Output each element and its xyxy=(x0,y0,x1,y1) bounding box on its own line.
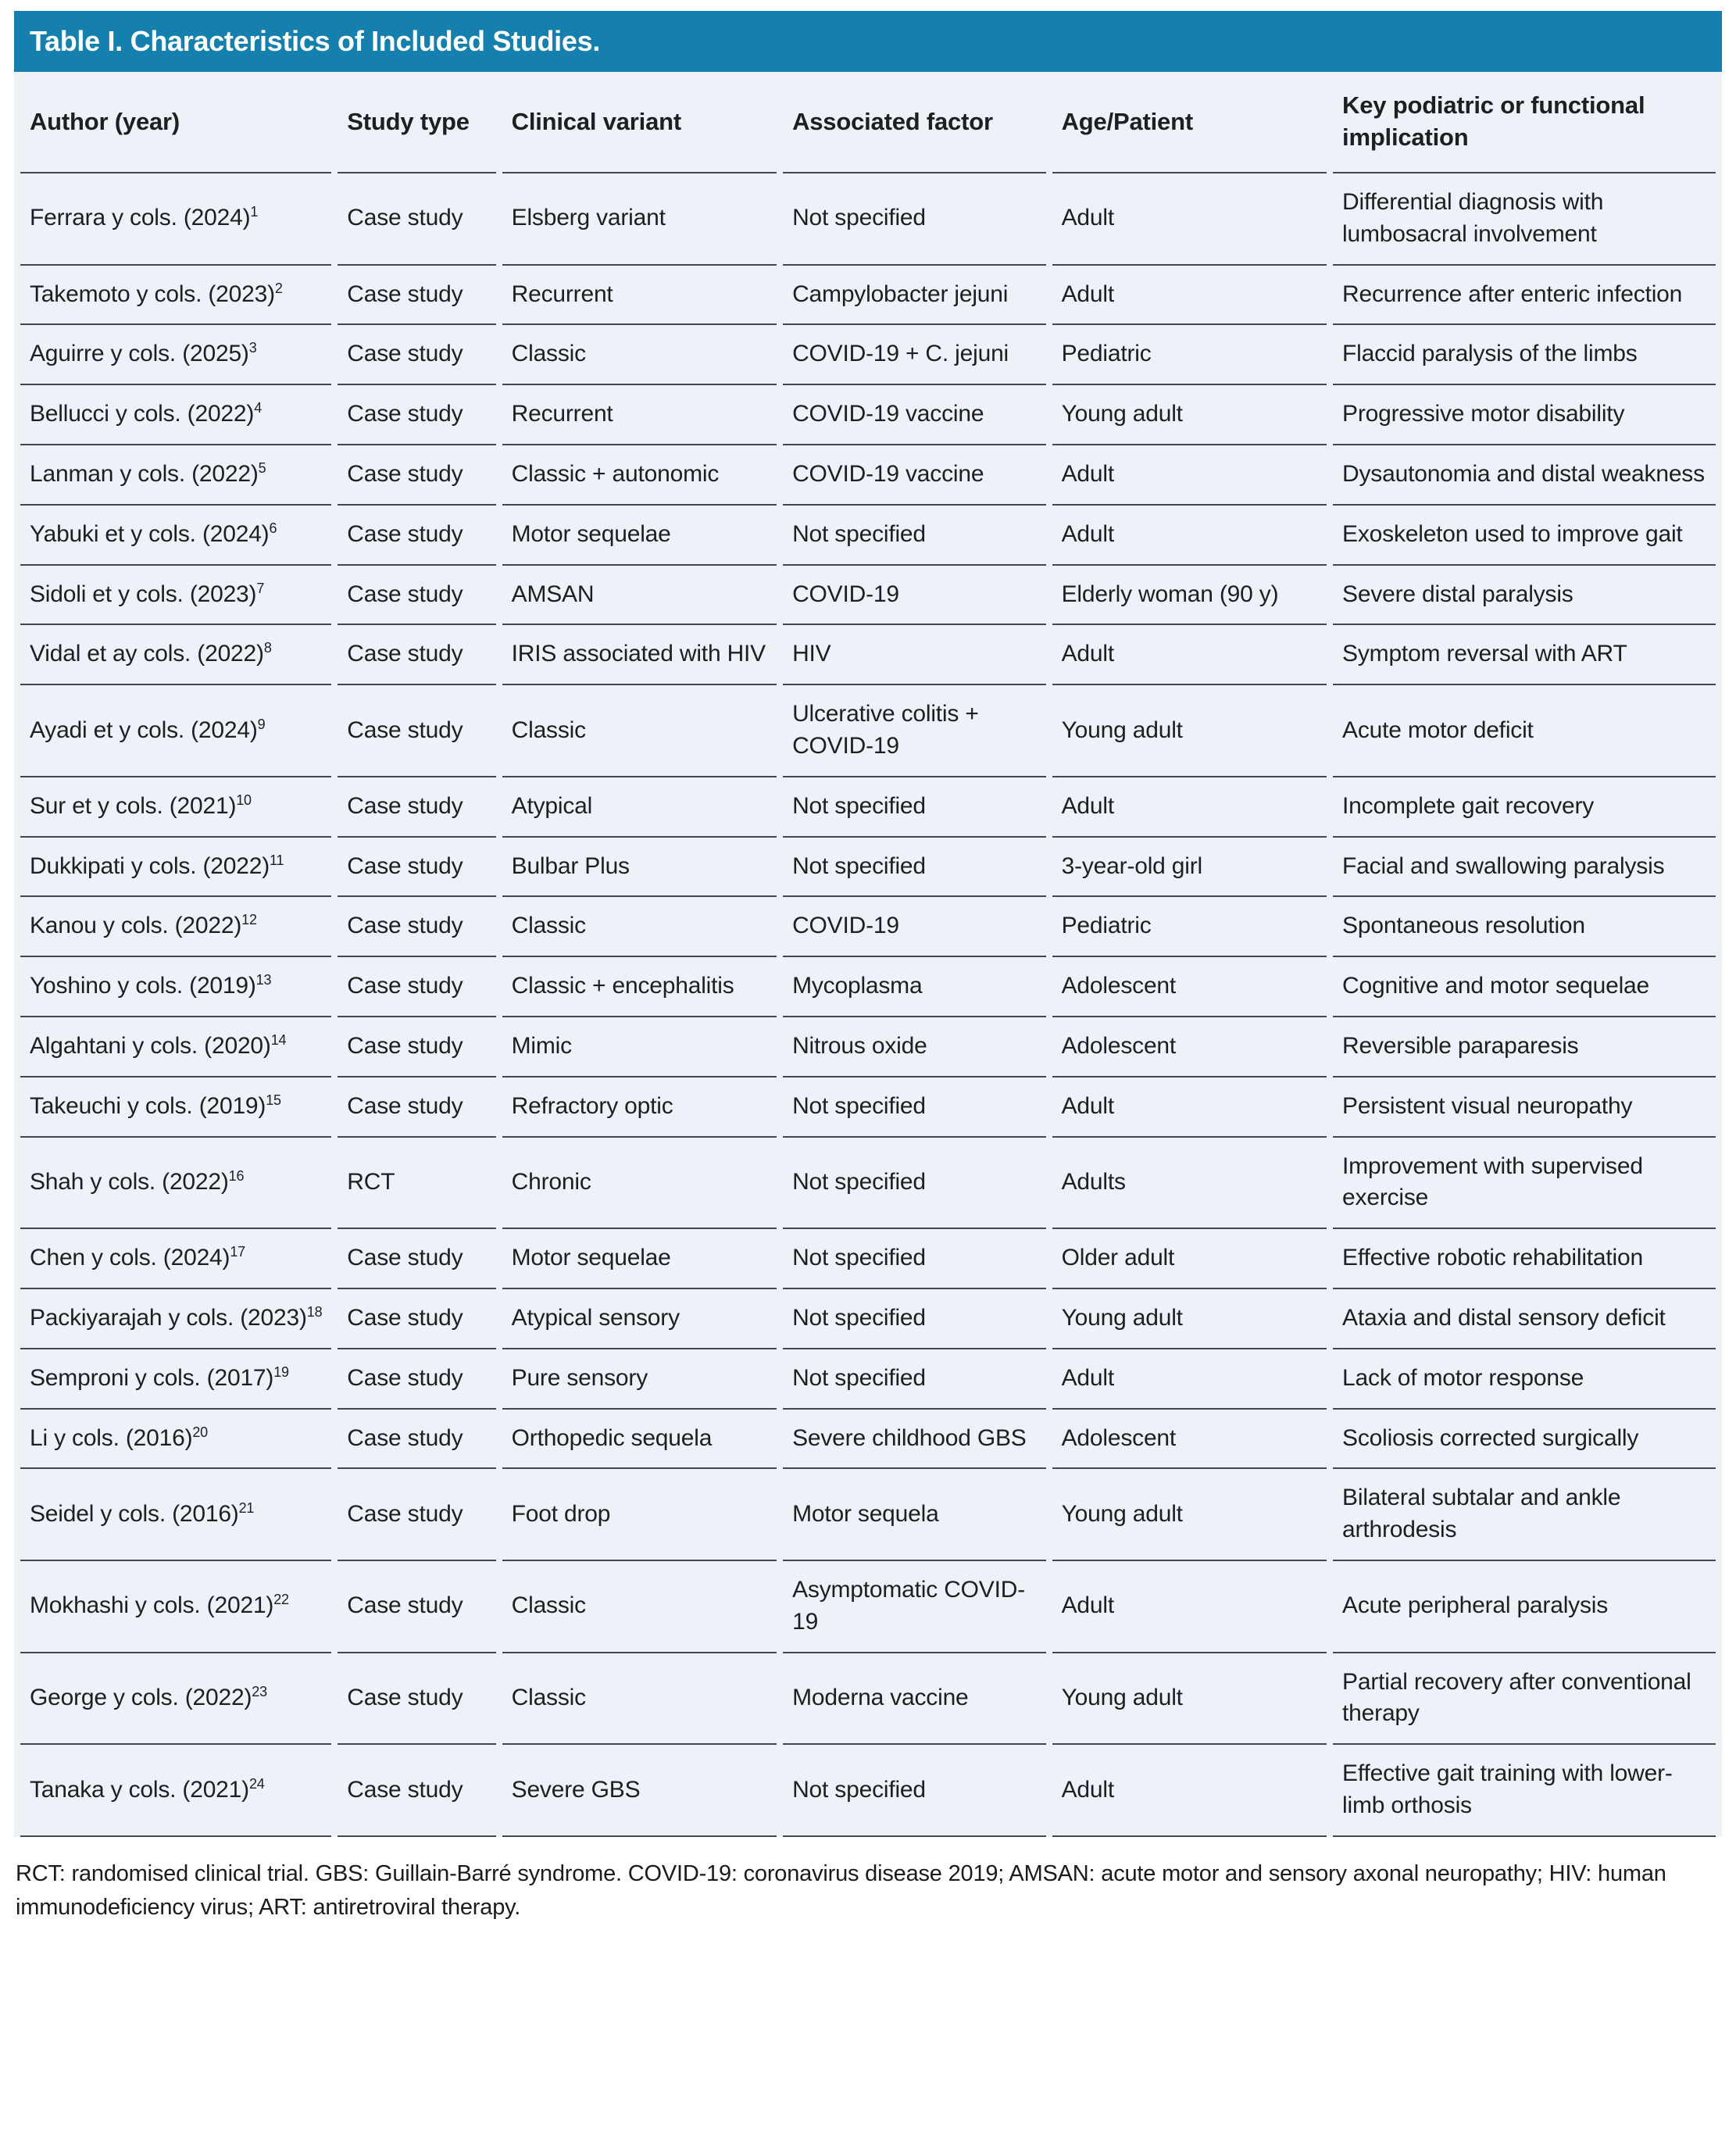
cell-implication: Bilateral subtalar and ankle arthrodesis xyxy=(1333,1469,1716,1561)
table-row xyxy=(20,1017,1716,1078)
cell-age-patient: Adolescent xyxy=(1052,957,1327,1017)
cell-clinical-variant: Foot drop xyxy=(502,1469,777,1561)
cell-clinical-variant: Recurrent xyxy=(502,385,777,445)
cell-associated-factor: COVID-19 vaccine xyxy=(783,385,1046,445)
cell-author xyxy=(20,957,331,1017)
reference-superscript: 11 xyxy=(270,852,284,868)
author-text: Aguirre y cols. (2025) xyxy=(30,341,249,367)
cell-clinical-variant: Classic + autonomic xyxy=(502,445,777,506)
table-row xyxy=(20,173,1716,266)
author-text: Semproni y cols. (2017) xyxy=(30,1364,274,1391)
cell-associated-factor: COVID-19 xyxy=(783,566,1046,626)
cell-author xyxy=(20,445,331,506)
cell-associated-factor: Not specified xyxy=(783,173,1046,266)
reference-superscript: 17 xyxy=(230,1244,245,1260)
cell-author xyxy=(20,1078,331,1138)
cell-clinical-variant: Mimic xyxy=(502,1017,777,1078)
cell-study-type: Case study xyxy=(338,325,495,385)
table-row xyxy=(20,1138,1716,1230)
cell-author xyxy=(20,566,331,626)
cell-age-patient: Adult xyxy=(1052,1745,1327,1837)
reference-superscript: 19 xyxy=(273,1363,289,1380)
cell-associated-factor: COVID-19 xyxy=(783,897,1046,957)
column-header-implication: Key podiatric or functional implication xyxy=(1333,72,1716,173)
cell-author xyxy=(20,1349,331,1410)
cell-clinical-variant: Classic + encephalitis xyxy=(502,957,777,1017)
reference-superscript: 6 xyxy=(269,520,277,536)
table-row xyxy=(20,1561,1716,1653)
cell-age-patient: Adults xyxy=(1052,1138,1327,1230)
cell-study-type: Case study xyxy=(338,566,495,626)
cell-author xyxy=(20,777,331,838)
reference-superscript: 12 xyxy=(241,912,257,928)
cell-associated-factor: Ulcerative colitis + COVID-19 xyxy=(783,685,1046,777)
author-text: Shah y cols. (2022) xyxy=(30,1168,229,1195)
cell-clinical-variant: Orthopedic sequela xyxy=(502,1410,777,1470)
author-text: Tanaka y cols. (2021) xyxy=(30,1776,249,1803)
table-row xyxy=(20,1653,1716,1746)
table-row xyxy=(20,625,1716,685)
cell-clinical-variant: Atypical xyxy=(502,777,777,838)
cell-study-type: RCT xyxy=(338,1138,495,1230)
table-row xyxy=(20,685,1716,777)
cell-implication: Partial recovery after conventional therapy xyxy=(1333,1653,1716,1746)
cell-associated-factor: Not specified xyxy=(783,506,1046,566)
cell-associated-factor: Not specified xyxy=(783,1229,1046,1289)
reference-superscript: 2 xyxy=(274,280,283,296)
author-text: Takeuchi y cols. (2019) xyxy=(30,1092,266,1119)
cell-implication: Improvement with supervised exercise xyxy=(1333,1138,1716,1230)
cell-associated-factor: Not specified xyxy=(783,777,1046,838)
column-header-associated-factor: Associated factor xyxy=(783,72,1046,173)
cell-age-patient: Adult xyxy=(1052,506,1327,566)
reference-superscript: 22 xyxy=(273,1592,289,1608)
cell-age-patient: Adolescent xyxy=(1052,1017,1327,1078)
cell-implication: Acute peripheral paralysis xyxy=(1333,1561,1716,1653)
cell-clinical-variant: Atypical sensory xyxy=(502,1289,777,1349)
author-text: Packiyarajah y cols. (2023) xyxy=(30,1304,307,1331)
reference-superscript: 13 xyxy=(255,972,272,988)
cell-author xyxy=(20,1138,331,1230)
cell-author xyxy=(20,897,331,957)
cell-study-type: Case study xyxy=(338,1229,495,1289)
cell-associated-factor: Not specified xyxy=(783,1078,1046,1138)
author-text: Takemoto y cols. (2023) xyxy=(30,281,275,307)
cell-author xyxy=(20,1469,331,1561)
cell-author xyxy=(20,506,331,566)
cell-age-patient: Young adult xyxy=(1052,1469,1327,1561)
cell-study-type: Case study xyxy=(338,1561,495,1653)
cell-age-patient: Adult xyxy=(1052,777,1327,838)
cell-clinical-variant: Bulbar Plus xyxy=(502,838,777,898)
cell-author xyxy=(20,1745,331,1837)
cell-clinical-variant: IRIS associated with HIV xyxy=(502,625,777,685)
cell-study-type: Case study xyxy=(338,1017,495,1078)
cell-clinical-variant: Classic xyxy=(502,1653,777,1746)
cell-associated-factor: Mycoplasma xyxy=(783,957,1046,1017)
author-text: Ferrara y cols. (2024) xyxy=(30,205,251,231)
reference-superscript: 9 xyxy=(257,716,266,732)
cell-age-patient: Young adult xyxy=(1052,1289,1327,1349)
table-row xyxy=(20,1410,1716,1470)
cell-clinical-variant: Severe GBS xyxy=(502,1745,777,1837)
reference-superscript: 16 xyxy=(228,1167,245,1184)
cell-clinical-variant: Pure sensory xyxy=(502,1349,777,1410)
cell-age-patient: Elderly woman (90 y) xyxy=(1052,566,1327,626)
table-row xyxy=(20,1469,1716,1561)
cell-author xyxy=(20,1653,331,1746)
cell-associated-factor: Nitrous oxide xyxy=(783,1017,1046,1078)
cell-study-type: Case study xyxy=(338,1410,495,1470)
author-text: Li y cols. (2016) xyxy=(30,1424,193,1451)
author-text: Ayadi et y cols. (2024) xyxy=(30,717,258,743)
reference-superscript: 24 xyxy=(248,1775,265,1792)
cell-age-patient: 3-year-old girl xyxy=(1052,838,1327,898)
table-row xyxy=(20,506,1716,566)
cell-age-patient: Pediatric xyxy=(1052,325,1327,385)
cell-study-type: Case study xyxy=(338,173,495,266)
cell-study-type: Case study xyxy=(338,1469,495,1561)
reference-superscript: 10 xyxy=(236,792,252,808)
cell-associated-factor: Campylobacter jejuni xyxy=(783,266,1046,326)
table-row xyxy=(20,325,1716,385)
reference-superscript: 14 xyxy=(270,1031,287,1048)
cell-implication: Persistent visual neuropathy xyxy=(1333,1078,1716,1138)
cell-clinical-variant: Chronic xyxy=(502,1138,777,1230)
table-row xyxy=(20,1745,1716,1837)
cell-study-type: Case study xyxy=(338,838,495,898)
column-header-study-type: Study type xyxy=(338,72,495,173)
cell-implication: Acute motor deficit xyxy=(1333,685,1716,777)
author-text: Vidal et ay cols. (2022) xyxy=(30,641,264,667)
column-header-clinical-variant: Clinical variant xyxy=(502,72,777,173)
author-text: George y cols. (2022) xyxy=(30,1684,252,1710)
cell-age-patient: Adolescent xyxy=(1052,1410,1327,1470)
cell-author xyxy=(20,325,331,385)
cell-clinical-variant: Classic xyxy=(502,325,777,385)
author-text: Algahtani y cols. (2020) xyxy=(30,1032,271,1059)
cell-author xyxy=(20,625,331,685)
reference-superscript: 4 xyxy=(254,400,262,416)
cell-study-type: Case study xyxy=(338,625,495,685)
cell-implication: Exoskeleton used to improve gait xyxy=(1333,506,1716,566)
author-text: Seidel y cols. (2016) xyxy=(30,1500,239,1527)
cell-implication: Effective gait training with lower-limb orthosis xyxy=(1333,1745,1716,1837)
cell-associated-factor: HIV xyxy=(783,625,1046,685)
cell-author xyxy=(20,266,331,326)
cell-study-type: Case study xyxy=(338,1745,495,1837)
cell-implication: Progressive motor disability xyxy=(1333,385,1716,445)
reference-superscript: 8 xyxy=(263,640,272,656)
cell-study-type: Case study xyxy=(338,1653,495,1746)
table-row xyxy=(20,566,1716,626)
cell-clinical-variant: Recurrent xyxy=(502,266,777,326)
column-header-age-patient: Age/Patient xyxy=(1052,72,1327,173)
reference-superscript: 20 xyxy=(192,1424,208,1440)
cell-author xyxy=(20,173,331,266)
cell-associated-factor: Motor sequela xyxy=(783,1469,1046,1561)
reference-superscript: 23 xyxy=(252,1683,267,1699)
author-text: Yabuki et y cols. (2024) xyxy=(30,520,270,547)
cell-implication: Facial and swallowing paralysis xyxy=(1333,838,1716,898)
cell-age-patient: Pediatric xyxy=(1052,897,1327,957)
cell-implication: Incomplete gait recovery xyxy=(1333,777,1716,838)
cell-age-patient: Adult xyxy=(1052,445,1327,506)
cell-study-type: Case study xyxy=(338,685,495,777)
cell-age-patient: Adult xyxy=(1052,266,1327,326)
reference-superscript: 15 xyxy=(266,1092,281,1108)
cell-age-patient: Adult xyxy=(1052,1561,1327,1653)
author-text: Dukkipati y cols. (2022) xyxy=(30,852,270,879)
reference-superscript: 1 xyxy=(250,204,259,220)
cell-associated-factor: Not specified xyxy=(783,1289,1046,1349)
reference-superscript: 5 xyxy=(258,459,266,476)
cell-implication: Effective robotic rehabilitation xyxy=(1333,1229,1716,1289)
cell-associated-factor: Not specified xyxy=(783,1138,1046,1230)
cell-study-type: Case study xyxy=(338,1289,495,1349)
table-row xyxy=(20,957,1716,1017)
table-row xyxy=(20,1078,1716,1138)
reference-superscript: 18 xyxy=(306,1303,323,1320)
cell-associated-factor: Not specified xyxy=(783,838,1046,898)
cell-author xyxy=(20,1017,331,1078)
cell-implication: Recurrence after enteric infection xyxy=(1333,266,1716,326)
cell-study-type: Case study xyxy=(338,957,495,1017)
cell-age-patient: Adult xyxy=(1052,625,1327,685)
cell-implication: Flaccid paralysis of the limbs xyxy=(1333,325,1716,385)
cell-age-patient: Young adult xyxy=(1052,1653,1327,1746)
table-row xyxy=(20,897,1716,957)
cell-clinical-variant: Refractory optic xyxy=(502,1078,777,1138)
cell-associated-factor: Not specified xyxy=(783,1349,1046,1410)
table-row xyxy=(20,1229,1716,1289)
cell-clinical-variant: Motor sequelae xyxy=(502,1229,777,1289)
table-row xyxy=(20,1289,1716,1349)
table-title: Table I. Characteristics of Included Studies. xyxy=(30,25,601,57)
cell-age-patient: Young adult xyxy=(1052,685,1327,777)
author-text: Bellucci y cols. (2022) xyxy=(30,401,255,427)
cell-implication: Reversible paraparesis xyxy=(1333,1017,1716,1078)
cell-author xyxy=(20,385,331,445)
cell-clinical-variant: Classic xyxy=(502,1561,777,1653)
table-row xyxy=(20,1349,1716,1410)
cell-author xyxy=(20,1410,331,1470)
cell-author xyxy=(20,1561,331,1653)
reference-superscript: 3 xyxy=(248,340,257,356)
cell-implication: Severe distal paralysis xyxy=(1333,566,1716,626)
cell-clinical-variant: Motor sequelae xyxy=(502,506,777,566)
table-row xyxy=(20,445,1716,506)
cell-associated-factor: Not specified xyxy=(783,1745,1046,1837)
cell-author xyxy=(20,1229,331,1289)
cell-associated-factor: Severe childhood GBS xyxy=(783,1410,1046,1470)
cell-study-type: Case study xyxy=(338,1078,495,1138)
cell-age-patient: Adult xyxy=(1052,1078,1327,1138)
cell-author xyxy=(20,685,331,777)
cell-age-patient: Adult xyxy=(1052,1349,1327,1410)
cell-study-type: Case study xyxy=(338,1349,495,1410)
table-row xyxy=(20,385,1716,445)
cell-associated-factor: COVID-19 + C. jejuni xyxy=(783,325,1046,385)
cell-clinical-variant: Classic xyxy=(502,897,777,957)
cell-age-patient: Older adult xyxy=(1052,1229,1327,1289)
table-row xyxy=(20,838,1716,898)
reference-superscript: 21 xyxy=(238,1499,255,1516)
cell-implication: Symptom reversal with ART xyxy=(1333,625,1716,685)
cell-age-patient: Adult xyxy=(1052,173,1327,266)
author-text: Mokhashi y cols. (2021) xyxy=(30,1592,274,1619)
table-footnote: RCT: randomised clinical trial. GBS: Guillain-Barré syndrome. COVID-19: coronavirus disease 2019; AMSAN: acute motor and sensory axonal neuropathy; HIV: human immunodeficiency virus; ART: antiretroviral therapy. xyxy=(16,1860,1666,1921)
column-header-author: Author (year) xyxy=(20,72,331,173)
author-text: Sidoli et y cols. (2023) xyxy=(30,581,257,607)
cell-implication: Ataxia and distal sensory deficit xyxy=(1333,1289,1716,1349)
cell-implication: Lack of motor response xyxy=(1333,1349,1716,1410)
cell-associated-factor: Moderna vaccine xyxy=(783,1653,1046,1746)
cell-study-type: Case study xyxy=(338,266,495,326)
author-text: Kanou y cols. (2022) xyxy=(30,913,242,939)
author-text: Sur et y cols. (2021) xyxy=(30,792,237,819)
reference-superscript: 7 xyxy=(256,580,265,596)
table-row xyxy=(20,777,1716,838)
cell-implication: Scoliosis corrected surgically xyxy=(1333,1410,1716,1470)
cell-study-type: Case study xyxy=(338,445,495,506)
table-row xyxy=(20,266,1716,326)
cell-age-patient: Young adult xyxy=(1052,385,1327,445)
cell-study-type: Case study xyxy=(338,385,495,445)
cell-associated-factor: Asymptomatic COVID-19 xyxy=(783,1561,1046,1653)
author-text: Lanman y cols. (2022) xyxy=(30,460,259,487)
cell-study-type: Case study xyxy=(338,506,495,566)
cell-associated-factor: COVID-19 vaccine xyxy=(783,445,1046,506)
cell-implication: Differential diagnosis with lumbosacral involvement xyxy=(1333,173,1716,266)
column-header-row xyxy=(20,72,1716,173)
cell-implication: Cognitive and motor sequelae xyxy=(1333,957,1716,1017)
cell-clinical-variant: Elsberg variant xyxy=(502,173,777,266)
author-text: Chen y cols. (2024) xyxy=(30,1245,230,1271)
cell-author xyxy=(20,1289,331,1349)
table-title-bar xyxy=(14,11,1722,72)
cell-study-type: Case study xyxy=(338,897,495,957)
author-text: Yoshino y cols. (2019) xyxy=(30,973,256,999)
cell-author xyxy=(20,838,331,898)
cell-clinical-variant: Classic xyxy=(502,685,777,777)
studies-table xyxy=(14,72,1722,1837)
cell-implication: Dysautonomia and distal weakness xyxy=(1333,445,1716,506)
cell-implication: Spontaneous resolution xyxy=(1333,897,1716,957)
cell-clinical-variant: AMSAN xyxy=(502,566,777,626)
cell-study-type: Case study xyxy=(338,777,495,838)
